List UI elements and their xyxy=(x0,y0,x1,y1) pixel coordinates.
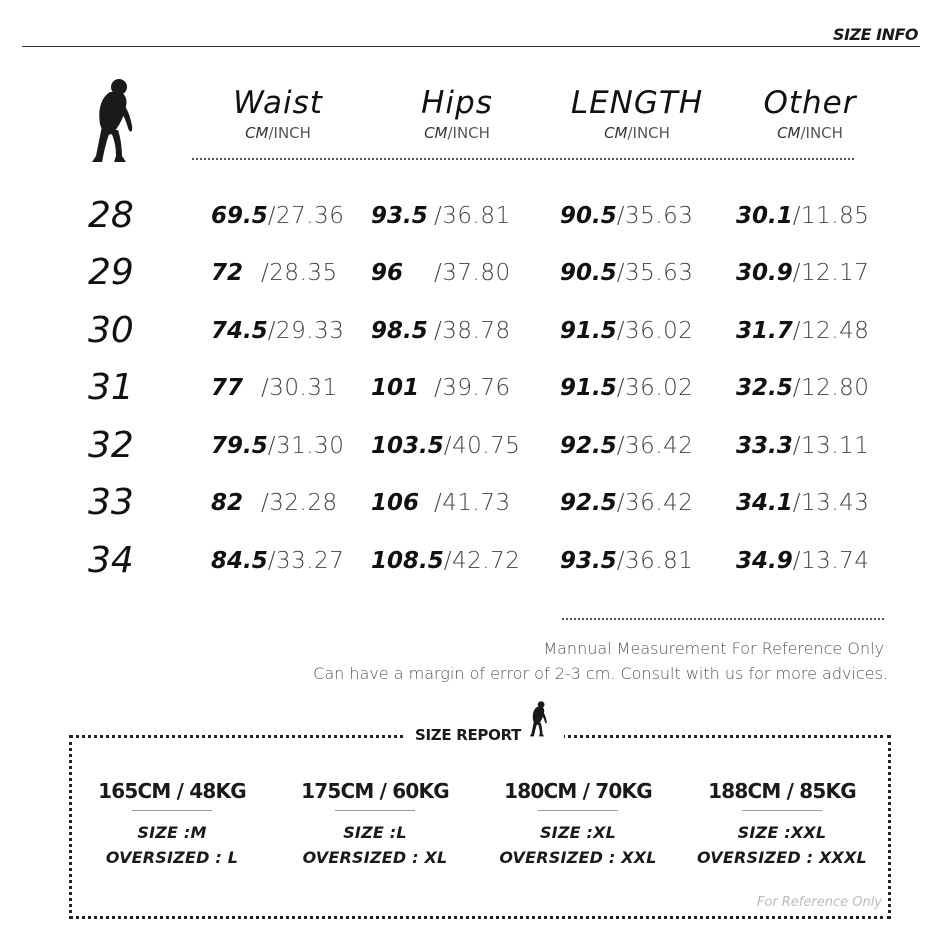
unit-inch: /INCH xyxy=(268,124,311,142)
cm-value: 32.5 xyxy=(736,375,793,401)
hips-cell xyxy=(371,487,511,519)
table-row xyxy=(0,311,950,351)
model-card xyxy=(275,778,475,870)
table-row xyxy=(0,253,950,293)
hips-cell xyxy=(371,372,511,404)
waist-cell xyxy=(211,372,338,404)
length-cell xyxy=(560,487,693,519)
size-label: 32 xyxy=(88,425,134,466)
unit-cm: CM xyxy=(604,124,628,142)
inch-value: /28.35 xyxy=(261,260,338,286)
column-unit xyxy=(730,124,890,142)
length-cell xyxy=(560,257,693,289)
unit-inch: /INCH xyxy=(627,124,670,142)
cm-value: 92.5 xyxy=(560,433,617,459)
cm-value: 91.5 xyxy=(560,375,617,401)
model-size: SIZE :XL xyxy=(539,823,617,842)
model-height-weight: 175CM / 60KG xyxy=(301,779,449,803)
cm-value: 30.1 xyxy=(736,203,793,229)
cm-value: 82 xyxy=(211,490,244,516)
cm-value: 69.5 xyxy=(211,203,268,229)
measurement-note: Mannual Measurement For Reference Only xyxy=(543,639,884,658)
model-divider xyxy=(538,810,618,811)
hips-cell xyxy=(371,430,520,462)
reference-only-footnote: For Reference Only xyxy=(756,895,882,910)
cm-value: 90.5 xyxy=(560,260,617,286)
waist-cell xyxy=(211,200,344,232)
column-header-waist xyxy=(198,84,358,142)
ape-figure-icon xyxy=(88,78,140,164)
table-row xyxy=(0,541,950,581)
cm-value: 101 xyxy=(371,375,420,401)
size-label: 33 xyxy=(88,482,134,523)
length-cell xyxy=(560,430,693,462)
model-divider xyxy=(335,810,415,811)
column-name: Hips xyxy=(421,85,493,121)
cm-value: 79.5 xyxy=(211,433,268,459)
model-card xyxy=(478,778,678,870)
table-row xyxy=(0,483,950,523)
table-row xyxy=(0,426,950,466)
unit-cm: CM xyxy=(245,124,269,142)
inch-value: /35.63 xyxy=(616,260,694,286)
column-unit xyxy=(557,124,717,142)
model-divider xyxy=(132,810,212,811)
inch-value: /27.36 xyxy=(267,203,345,229)
inch-value: /29.33 xyxy=(267,318,345,344)
cm-value: 93.5 xyxy=(371,203,428,229)
header-divider xyxy=(22,46,920,47)
inch-value: /36.02 xyxy=(616,375,694,401)
other-cell xyxy=(736,372,869,404)
model-height-weight: 188CM / 85KG xyxy=(708,779,856,803)
inch-value: /31.30 xyxy=(267,433,345,459)
column-unit xyxy=(377,124,537,142)
unit-inch: /INCH xyxy=(447,124,490,142)
header-dotted-divider xyxy=(192,158,854,160)
column-header-other xyxy=(730,84,890,142)
waist-cell xyxy=(211,315,344,347)
inch-value: /32.28 xyxy=(261,490,338,516)
inch-value: /13.11 xyxy=(792,433,870,459)
waist-cell xyxy=(211,487,338,519)
inch-value: /36.81 xyxy=(616,548,694,574)
cm-value: 34.9 xyxy=(736,548,793,574)
hips-cell xyxy=(371,315,511,347)
model-size: SIZE :L xyxy=(343,823,407,842)
column-name: Waist xyxy=(233,85,323,121)
inch-value: /12.17 xyxy=(792,260,870,286)
other-cell xyxy=(736,257,869,289)
model-card xyxy=(72,778,272,870)
inch-value: /12.48 xyxy=(792,318,870,344)
column-name: Other xyxy=(763,85,857,121)
other-cell xyxy=(736,430,869,462)
waist-cell xyxy=(211,430,344,462)
size-report-title: SIZE REPORT xyxy=(415,726,522,744)
ape-figure-icon xyxy=(528,695,550,743)
inch-value: /40.75 xyxy=(443,433,521,459)
cm-value: 93.5 xyxy=(560,548,617,574)
unit-cm: CM xyxy=(777,124,801,142)
model-height-weight: 165CM / 48KG xyxy=(98,779,246,803)
inch-value: /13.74 xyxy=(792,548,870,574)
hips-cell xyxy=(371,200,511,232)
size-label: 30 xyxy=(88,310,134,351)
model-card xyxy=(682,778,882,870)
cm-value: 98.5 xyxy=(371,318,428,344)
other-cell xyxy=(736,487,869,519)
model-oversized: OVERSIZED : XXXL xyxy=(697,848,867,867)
table-row xyxy=(0,196,950,236)
cm-value: 72 xyxy=(211,260,244,286)
cm-value: 74.5 xyxy=(211,318,268,344)
cm-value: 96 xyxy=(371,260,404,286)
unit-inch: /INCH xyxy=(800,124,843,142)
cm-value: 90.5 xyxy=(560,203,617,229)
cm-value: 92.5 xyxy=(560,490,617,516)
cm-value: 91.5 xyxy=(560,318,617,344)
model-height-weight: 180CM / 70KG xyxy=(504,779,652,803)
length-cell xyxy=(560,200,693,232)
cm-value: 33.3 xyxy=(736,433,793,459)
column-name: LENGTH xyxy=(570,85,704,121)
length-cell xyxy=(560,315,693,347)
cm-value: 84.5 xyxy=(211,548,268,574)
margin-of-error-note: Can have a margin of error of 2-3 cm. Consult with us for more advices. xyxy=(313,664,888,683)
length-cell xyxy=(560,372,693,404)
inch-value: /37.80 xyxy=(434,260,511,286)
unit-cm: CM xyxy=(424,124,448,142)
inch-value: /33.27 xyxy=(267,548,345,574)
model-divider xyxy=(742,810,822,811)
model-size: SIZE :M xyxy=(137,823,207,842)
inch-value: /36.02 xyxy=(616,318,694,344)
other-cell xyxy=(736,200,869,232)
notes-dotted-divider xyxy=(562,618,884,620)
cm-value: 77 xyxy=(211,375,244,401)
inch-value: /13.43 xyxy=(792,490,870,516)
inch-value: /36.42 xyxy=(616,433,694,459)
inch-value: /41.73 xyxy=(434,490,511,516)
column-unit xyxy=(198,124,358,142)
cm-value: 31.7 xyxy=(736,318,793,344)
model-oversized: OVERSIZED : L xyxy=(105,848,239,867)
size-label: 29 xyxy=(88,252,134,293)
hips-cell xyxy=(371,545,520,577)
inch-value: /36.42 xyxy=(616,490,694,516)
length-cell xyxy=(560,545,693,577)
inch-value: /42.72 xyxy=(443,548,521,574)
hips-cell xyxy=(371,257,511,289)
waist-cell xyxy=(211,257,338,289)
size-label: 28 xyxy=(88,195,134,236)
inch-value: /12.80 xyxy=(792,375,870,401)
waist-cell xyxy=(211,545,344,577)
inch-value: /30.31 xyxy=(261,375,338,401)
size-info-title: SIZE INFO xyxy=(833,25,918,44)
column-header-length xyxy=(557,84,717,142)
other-cell xyxy=(736,545,869,577)
cm-value: 34.1 xyxy=(736,490,793,516)
inch-value: /39.76 xyxy=(434,375,511,401)
size-label: 34 xyxy=(88,540,134,581)
cm-value: 103.5 xyxy=(371,433,444,459)
inch-value: /38.78 xyxy=(434,318,511,344)
inch-value: /35.63 xyxy=(616,203,694,229)
model-size: SIZE :XXL xyxy=(737,823,827,842)
model-oversized: OVERSIZED : XXL xyxy=(499,848,657,867)
inch-value: /11.85 xyxy=(792,203,870,229)
cm-value: 106 xyxy=(371,490,420,516)
cm-value: 30.9 xyxy=(736,260,793,286)
cm-value: 108.5 xyxy=(371,548,444,574)
model-oversized: OVERSIZED : XL xyxy=(302,848,448,867)
size-label: 31 xyxy=(88,367,134,408)
column-header-hips xyxy=(377,84,537,142)
inch-value: /36.81 xyxy=(434,203,511,229)
other-cell xyxy=(736,315,869,347)
table-row xyxy=(0,368,950,408)
